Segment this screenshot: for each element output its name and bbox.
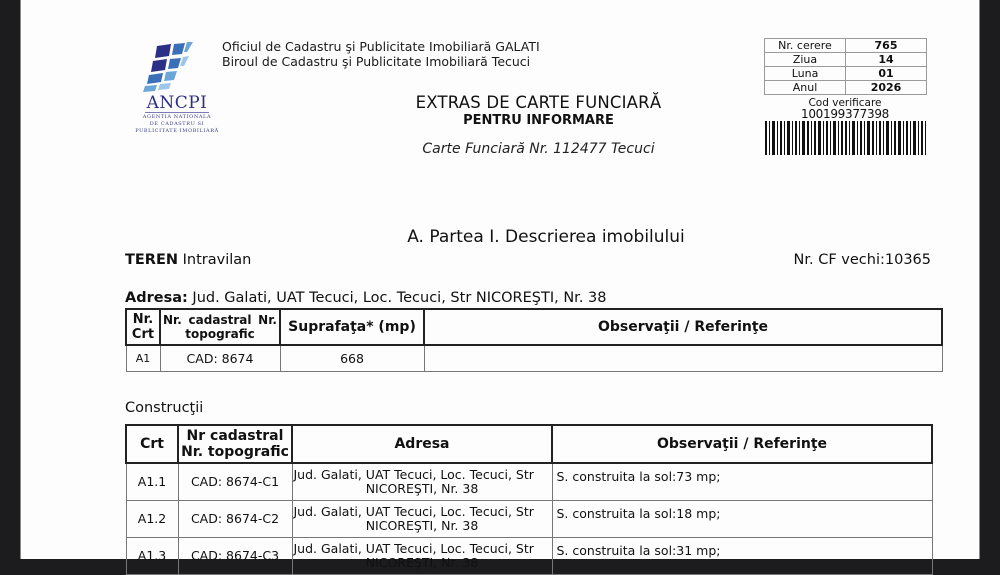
header-nr-cadastral bbox=[160, 309, 280, 345]
request-value: 14 bbox=[846, 53, 927, 67]
logo-name: ANCPI bbox=[146, 93, 208, 113]
cell-crt: A1 bbox=[126, 345, 160, 372]
barcode-icon bbox=[765, 121, 926, 155]
document-subtitle: PENTRU INFORMARE bbox=[463, 113, 614, 128]
header-nr-cadastral-line1: Nr. cadastral Nr. bbox=[163, 313, 277, 327]
cell-adresa bbox=[292, 501, 552, 538]
property-address bbox=[125, 290, 607, 306]
request-label: Ziua bbox=[765, 53, 846, 67]
header-nr-crt-line2: Crt bbox=[131, 327, 155, 342]
table-row bbox=[126, 501, 932, 538]
address-line-2: NICOREŞTI, Nr. 38 bbox=[365, 518, 479, 533]
cell-adresa bbox=[292, 538, 552, 575]
request-label: Luna bbox=[765, 67, 846, 81]
cell-cadastral: CAD: 8674-C2 bbox=[178, 501, 292, 538]
section-title: A. Partea I. Descrierea imobilului bbox=[407, 227, 685, 247]
header-nr-cadastral-line2: Nr. topografic bbox=[181, 444, 289, 460]
cell-observatii: S. construita la sol:73 mp; bbox=[552, 463, 932, 501]
request-label: Nr. cerere bbox=[765, 39, 846, 53]
verification-code-label: Cod verificare bbox=[808, 97, 882, 109]
constructii-label: Construcţii bbox=[125, 400, 204, 416]
address-line-1: Jud. Galati, UAT Tecuci, Loc. Tecuci, Str bbox=[293, 541, 534, 556]
request-value: 2026 bbox=[846, 81, 927, 95]
constructii-table-header bbox=[126, 425, 932, 463]
office-info bbox=[222, 39, 540, 69]
document-title: EXTRAS DE CARTE FUNCIARĂ bbox=[415, 93, 662, 112]
table-row bbox=[126, 538, 932, 575]
office-line-1: Oficiul de Cadastru şi Publicitate Imobiliară GALATI bbox=[222, 39, 540, 54]
request-value: 765 bbox=[846, 39, 927, 53]
header-observatii: Observaţii / Referinţe bbox=[552, 425, 932, 463]
office-line-2: Biroul de Cadastru şi Publicitate Imobiliară Tecuci bbox=[222, 54, 531, 69]
cell-cadastral: CAD: 8674-C1 bbox=[178, 463, 292, 501]
cell-adresa bbox=[292, 463, 552, 501]
table-row bbox=[126, 345, 942, 372]
table-row bbox=[126, 463, 932, 501]
land-type-label: TEREN bbox=[125, 252, 179, 268]
address-line-1: Jud. Galati, UAT Tecuci, Loc. Tecuci, Str bbox=[293, 504, 534, 519]
header-nr-cadastral bbox=[178, 425, 292, 463]
land-table bbox=[125, 308, 943, 372]
document-page bbox=[20, 0, 980, 570]
request-row bbox=[765, 67, 927, 81]
verification-code-value: 100199377398 bbox=[800, 107, 890, 121]
address-line-2: NICOREŞTI, Nr. 38 bbox=[365, 555, 479, 570]
cell-cadastral: CAD: 8674 bbox=[160, 345, 280, 372]
logo-sub-1: AGENTIA NATIONALA bbox=[142, 114, 212, 120]
logo-sub-3: PUBLICITATE IMOBILIARĂ bbox=[135, 128, 219, 134]
header-nr-cadastral-line2: topografic bbox=[185, 327, 255, 341]
header-observatii: Observaţii / Referinţe bbox=[424, 309, 942, 345]
land-type bbox=[125, 252, 251, 268]
cell-observatii: S. construita la sol:31 mp; bbox=[552, 538, 932, 575]
header-nr-crt bbox=[126, 309, 160, 345]
header-adresa: Adresa bbox=[292, 425, 552, 463]
land-table-header bbox=[126, 309, 942, 345]
header-crt: Crt bbox=[126, 425, 178, 463]
header-nr-crt-line1: Nr. bbox=[132, 312, 154, 327]
cell-cadastral: CAD: 8674-C3 bbox=[178, 538, 292, 575]
cell-suprafata: 668 bbox=[280, 345, 424, 372]
old-cf-number: Nr. CF vechi:10365 bbox=[793, 252, 931, 268]
cell-observatii bbox=[424, 345, 942, 372]
cell-crt: A1.3 bbox=[126, 538, 178, 575]
header-suprafata: Suprafaţa* (mp) bbox=[280, 309, 424, 345]
cell-observatii: S. construita la sol:18 mp; bbox=[552, 501, 932, 538]
request-row bbox=[765, 81, 927, 95]
request-row bbox=[765, 53, 927, 67]
constructii-table bbox=[125, 424, 933, 575]
request-label: Anul bbox=[765, 81, 846, 95]
address-value: Jud. Galati, UAT Tecuci, Loc. Tecuci, Str NICOREŞTI, Nr. 38 bbox=[192, 290, 607, 306]
request-info-table bbox=[764, 38, 927, 95]
address-line-1: Jud. Galati, UAT Tecuci, Loc. Tecuci, Str bbox=[293, 467, 534, 482]
address-line-2: NICOREŞTI, Nr. 38 bbox=[365, 481, 479, 496]
land-type-value: Intravilan bbox=[182, 252, 252, 268]
address-label: Adresa: bbox=[125, 290, 188, 306]
cell-crt: A1.1 bbox=[126, 463, 178, 501]
cf-number: Carte Funciară Nr. 112477 Tecuci bbox=[422, 141, 655, 157]
header-nr-cadastral-line1: Nr cadastral bbox=[186, 428, 284, 444]
request-row bbox=[765, 39, 927, 53]
logo-sub-2: DE CADASTRU SI bbox=[149, 121, 205, 127]
cell-crt: A1.2 bbox=[126, 501, 178, 538]
request-value: 01 bbox=[846, 67, 927, 81]
